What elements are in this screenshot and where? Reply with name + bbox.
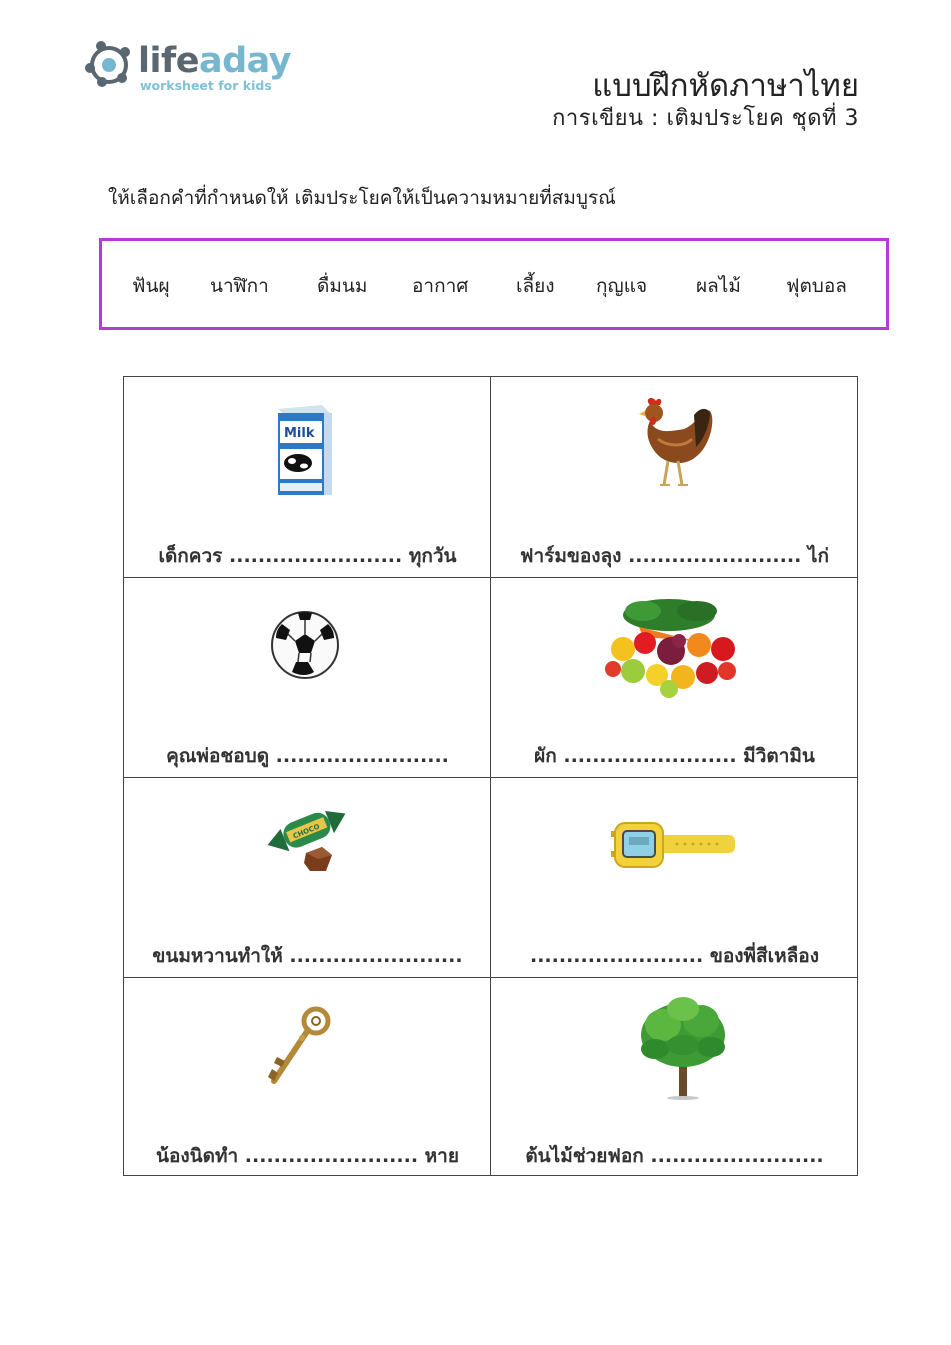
brand-tagline: worksheet for kids — [140, 78, 272, 93]
tree-icon — [635, 995, 731, 1101]
exercise-cell — [124, 377, 491, 577]
svg-text:Milk: Milk — [284, 426, 315, 441]
svg-text:CHOCO: CHOCO — [291, 822, 321, 841]
word-bank-item: ผลไม้ — [696, 275, 741, 297]
wristwatch-icon — [611, 817, 739, 877]
chicken-icon — [636, 395, 716, 495]
word-bank-item: นาฬิกา — [210, 275, 269, 297]
exercise-cell — [124, 977, 491, 1177]
word-bank-box — [99, 238, 889, 330]
page-subtitle: การเขียน : เติมประโยค ชุดที่ 3 — [552, 106, 859, 131]
instruction-text: ให้เลือกคำที่กำหนดให้ เติมประโยคให้เป็นความหมายที่สมบูรณ์ — [108, 187, 616, 209]
word-bank-item: ฟันผุ — [132, 275, 170, 297]
exercise-grid — [123, 376, 858, 1176]
exercise-cell — [124, 777, 491, 977]
exercise-sentence: ขนมหวานทำให้ ........................ — [152, 945, 463, 967]
exercise-sentence: คุณพ่อชอบดู ........................ — [166, 745, 449, 767]
milk-carton-icon — [272, 399, 334, 499]
exercise-sentence: ผัก ........................ มีวิตามิน — [534, 745, 815, 767]
brand-logo — [84, 38, 291, 94]
exercise-cell — [491, 977, 858, 1177]
key-icon — [264, 1005, 334, 1089]
fruits-vegetables-icon — [599, 597, 745, 701]
word-bank-item: ฟุตบอล — [786, 275, 847, 297]
exercise-cell — [491, 577, 858, 777]
exercise-sentence: ฟาร์มของลุง ........................ ไก่ — [520, 545, 829, 567]
soccer-ball-icon — [270, 610, 340, 680]
exercise-sentence: น้องนิดทำ ........................ หาย — [156, 1145, 459, 1167]
exercise-cell — [124, 577, 491, 777]
word-bank-item: อากาศ — [412, 275, 469, 297]
word-bank-item: ดื่มนม — [317, 275, 368, 297]
exercise-cell — [491, 777, 858, 977]
candy-icon — [260, 797, 356, 877]
brand-name: lifeaday — [138, 41, 291, 81]
exercise-sentence: เด็กควร ........................ ทุกวัน — [158, 545, 457, 567]
molecule-logo-icon — [84, 38, 134, 90]
exercise-cell — [491, 377, 858, 577]
exercise-sentence: ต้นไม้ช่วยฟอก ........................ — [525, 1145, 824, 1167]
word-bank-item: กุญแจ — [596, 275, 648, 297]
exercise-sentence: ........................ ของพี่สีเหลือง — [530, 945, 819, 967]
word-bank-item: เลี้ยง — [516, 275, 555, 297]
page-title: แบบฝึกหัดภาษาไทย — [592, 68, 859, 104]
